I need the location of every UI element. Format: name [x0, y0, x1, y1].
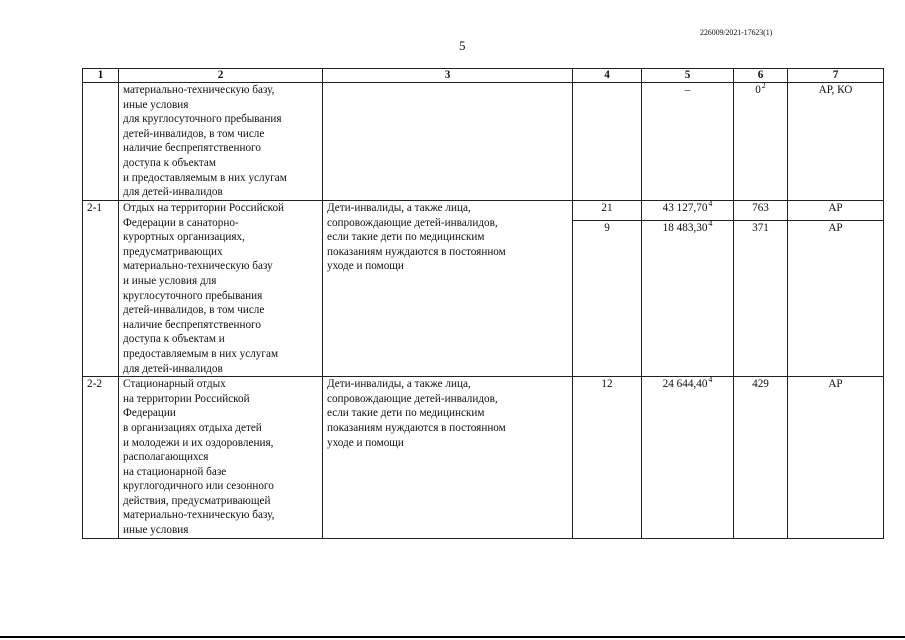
column-header-7: 7 [788, 69, 884, 83]
service-name: Стационарный отдых на территории Российской Федерации в организациях отдыха детей и молодежи и их оздоровления, располагающихся на стационарной базе круглогодичного или сезонного действия, предусматривающей материально-техническую базу, иные условия [119, 377, 323, 539]
cost-value: 24 644,40 [662, 378, 708, 391]
column-header-6: 6 [734, 69, 788, 83]
footnote-marker: 4 [708, 199, 713, 208]
page-number: 5 [459, 38, 466, 53]
source-cell: АР [788, 377, 884, 539]
column-header-2: 2 [119, 69, 323, 83]
service-name: Отдых на территории Российской Федерации в санаторно- курортных организациях, предусматривающих материально-техническую базу и иные условия для круглосуточного пребывания детей-инвалидов, в том числе наличие беспрепятственного доступа к объектам и предоставляемым в них услугам для детей-инвалидов [119, 201, 323, 377]
quantity-value: 0 [755, 84, 761, 96]
column-header-3: 3 [323, 69, 573, 83]
row-number [83, 83, 119, 201]
table-row [83, 83, 884, 201]
recipient-category: Дети-инвалиды, а также лица, сопровождающие детей-инвалидов, если такие дети по медицинским показаниям нуждаются в постоянном уходе и помощи [323, 201, 573, 377]
service-name: материально-техническую базу, иные условия для круглосуточного пребывания детей-инвалидов, в том числе наличие беспрепятственного доступа к объектам и предоставляемым в них услугам для детей-инвалидов [119, 83, 323, 201]
cost-cell [642, 221, 734, 377]
cost-cell [642, 377, 734, 539]
source-cell: АР [788, 221, 884, 377]
recipient-category: Дети-инвалиды, а также лица, сопровождающие детей-инвалидов, если такие дети по медицинским показаниям нуждаются в постоянном уходе и помощи [323, 377, 573, 539]
scan-edge-line [0, 636, 905, 638]
quantity-cell: 429 [734, 377, 788, 539]
benefits-table [82, 68, 884, 539]
column-header-4: 4 [573, 69, 642, 83]
document-id: 226009/2021-17623(1) [700, 28, 773, 37]
cost-cell [642, 201, 734, 221]
source-cell: АР [788, 201, 884, 221]
column-header-5: 5 [642, 69, 734, 83]
row-number: 2-1 [83, 201, 119, 377]
duration-cell [573, 83, 642, 201]
footnote-marker: 4 [708, 375, 713, 385]
footnote-marker: 2 [761, 81, 766, 90]
table-row [83, 377, 884, 539]
recipient-category [323, 83, 573, 201]
quantity-cell [734, 83, 788, 201]
cost-value: 18 483,30 [662, 222, 708, 235]
duration-cell: 12 [573, 377, 642, 539]
cost-value: 43 127,70 [662, 202, 708, 214]
duration-cell: 9 [573, 221, 642, 377]
source-cell: АР, КО [788, 83, 884, 201]
column-header-1: 1 [83, 69, 119, 83]
cost-value: – [684, 84, 691, 96]
cost-cell [642, 83, 734, 201]
quantity-cell: 763 [734, 201, 788, 221]
quantity-cell: 371 [734, 221, 788, 377]
duration-cell: 21 [573, 201, 642, 221]
row-number: 2-2 [83, 377, 119, 539]
table-row [83, 201, 884, 221]
footnote-marker: 4 [708, 219, 713, 229]
